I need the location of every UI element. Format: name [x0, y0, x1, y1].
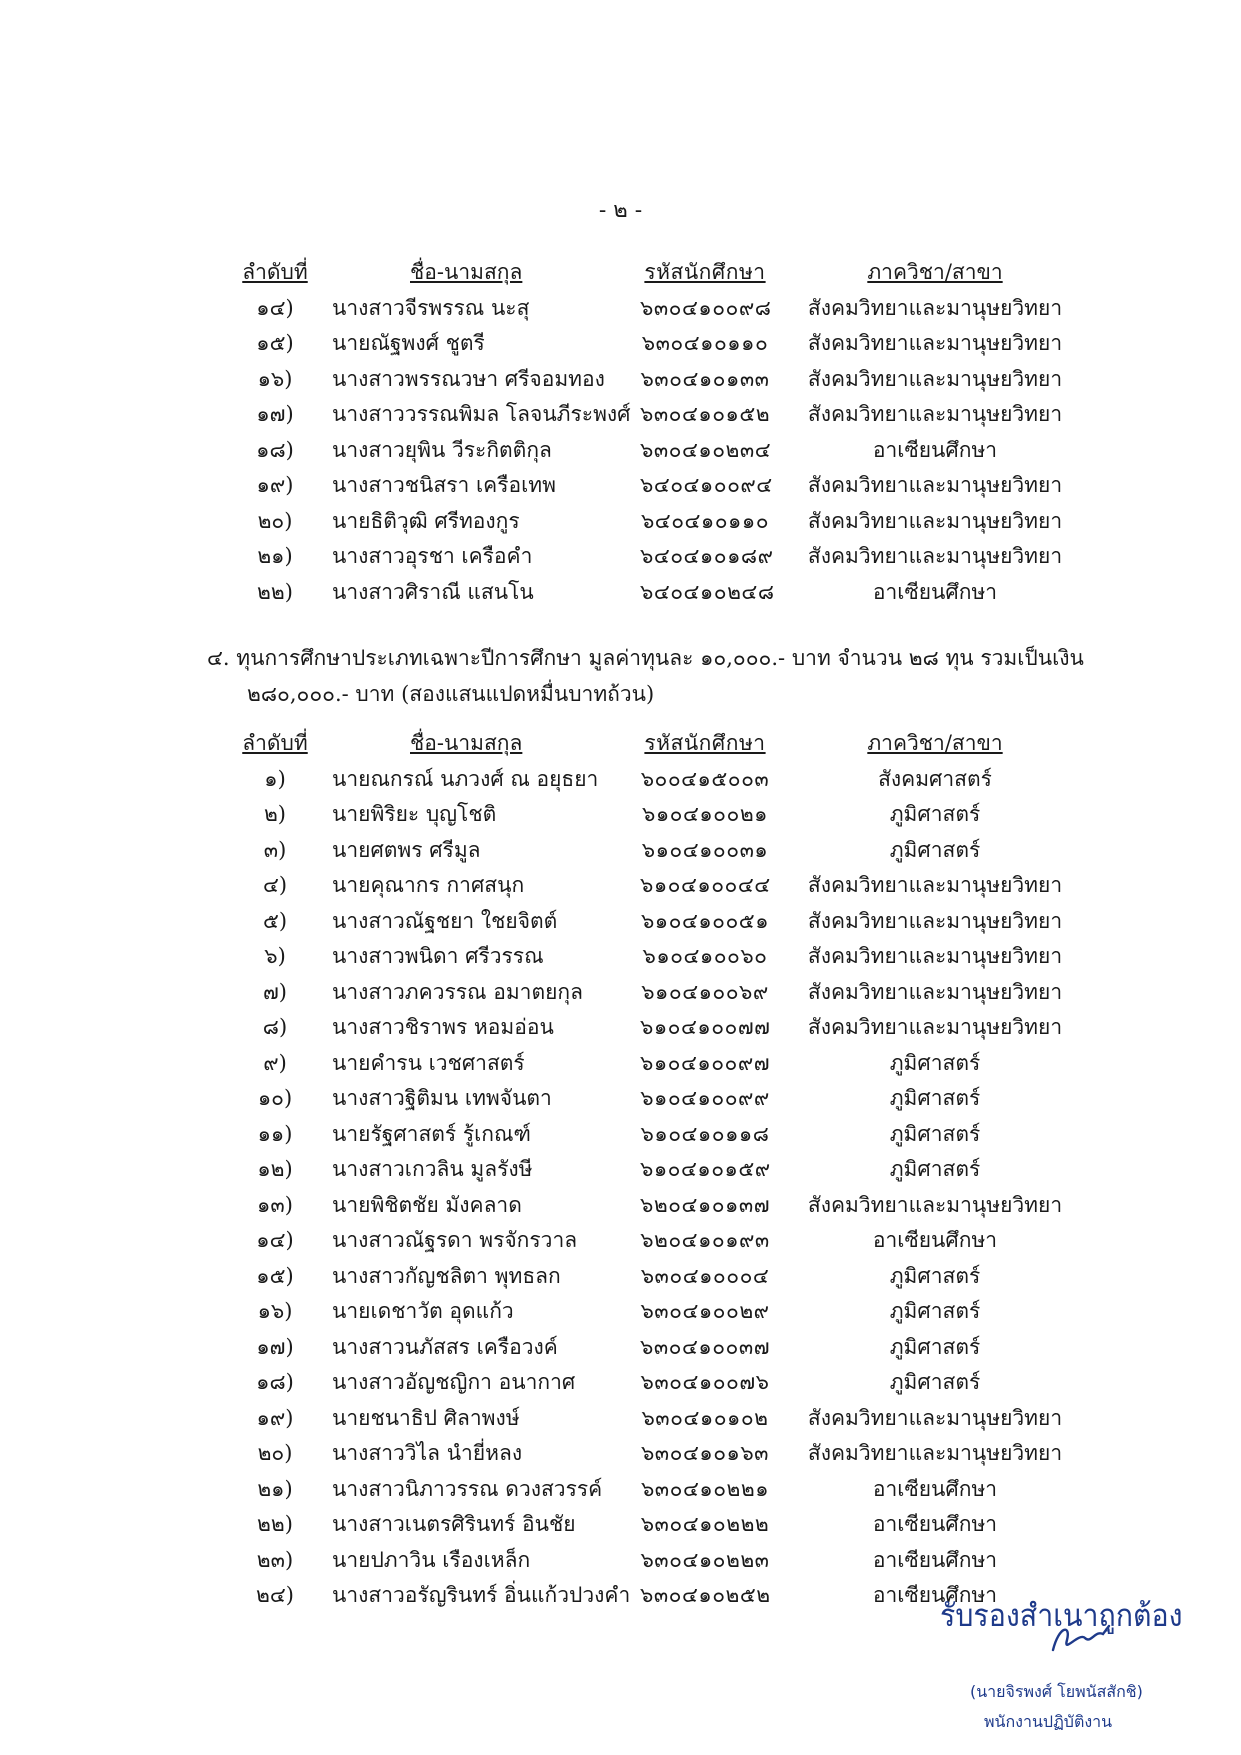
- row-name: นางสาววรรณพิมล โลจนภีระพงศ์: [332, 402, 631, 426]
- row-name: นายณัฐพงศ์ ชูตรี: [332, 331, 485, 355]
- row-student-id: ๖๓๐๔๑๐๑๕๒: [640, 402, 771, 426]
- row-department: สังคมวิทยาและมานุษยวิทยา: [807, 1015, 1063, 1039]
- row-order: ๑): [264, 766, 286, 791]
- table-row: [0, 797, 1241, 833]
- row-order: ๒๒): [257, 579, 293, 604]
- row-name: นางสาวณัฐชยา ใชยจิตต์: [332, 908, 558, 933]
- row-student-id: ๖๓๐๔๑๐๐๗๖: [640, 1370, 770, 1394]
- table-row: [0, 326, 1241, 362]
- table-row: [0, 1294, 1241, 1330]
- row-department: ภูมิศาสตร์: [889, 1050, 981, 1075]
- signature-icon: [1045, 1620, 1115, 1660]
- table-row: [0, 1543, 1241, 1579]
- row-department: สังคมวิทยาและมานุษยวิทยา: [807, 331, 1063, 355]
- row-order: ๑๔): [256, 1228, 294, 1252]
- row-department: ภูมิศาสตร์: [889, 1157, 981, 1181]
- row-order: ๒๒): [257, 1512, 293, 1536]
- row-name: นางสาวเกวลิน มูลรังษี: [332, 1157, 533, 1181]
- section-4-line-2: ๒๘๐,๐๐๐.- บาท (สองแสนแปดหมื่นบาทถ้วน): [247, 682, 655, 706]
- row-student-id: ๖๓๐๔๑๐๑๐๒: [641, 1405, 769, 1430]
- row-department: สังคมศาสตร์: [878, 766, 992, 791]
- row-name: นางสาวอุรชา เครือคำ: [332, 544, 533, 568]
- row-student-id: ๖๓๐๔๑๐๑๖๓: [640, 1441, 770, 1465]
- row-student-id: ๖๓๐๔๑๐๑๓๓: [640, 366, 770, 391]
- row-order: ๑๓): [257, 1192, 293, 1217]
- row-name: นางสาวจีรพรรณ นะสุ: [332, 295, 530, 320]
- row-order: ๑๙): [256, 473, 294, 497]
- row-name: นางสาวยุพิน วีระกิตติกุล: [332, 437, 552, 462]
- row-order: ๑๑): [257, 1121, 293, 1146]
- table-row: [0, 868, 1241, 904]
- row-student-id: ๖๔๐๔๑๐๒๔๘: [640, 579, 775, 604]
- row-student-id: ๖๓๐๔๑๐๐๓๗: [640, 1334, 771, 1359]
- table-row: [0, 539, 1241, 575]
- table-1-body: [0, 291, 1241, 611]
- signer-position: พนักงานปฏิบัติงาน: [984, 1712, 1113, 1731]
- row-department: อาเซียนศึกษา: [872, 1512, 998, 1536]
- table-row: [0, 833, 1241, 869]
- table-row: [0, 1472, 1241, 1508]
- table-row: [0, 1117, 1241, 1153]
- row-order: ๑๙): [256, 1405, 294, 1430]
- table-row: [0, 1081, 1241, 1117]
- row-order: ๑๕): [256, 1263, 294, 1288]
- table-row: [0, 1223, 1241, 1259]
- row-name: นายพิชิตชัย มังคลาด: [332, 1192, 522, 1217]
- section-4-line-1: ๔. ทุนการศึกษาประเภทเฉพาะปีการศึกษา มูลค่าทุนละ ๑๐,๐๐๐.- บาท จำนวน ๒๘ ทุน รวมเป็นเงิน: [207, 646, 1084, 670]
- row-name: นายปภาวิน เรืองเหล็ก: [332, 1547, 531, 1572]
- table-2-body: [0, 762, 1241, 1614]
- row-order: ๑๗): [256, 1334, 294, 1359]
- row-student-id: ๖๑๐๔๑๐๑๕๙: [640, 1157, 771, 1181]
- page-number: - ๒ -: [598, 198, 643, 223]
- row-student-id: ๖๑๐๔๑๐๐๖๙: [641, 979, 769, 1004]
- row-department: สังคมวิทยาและมานุษยวิทยา: [807, 944, 1063, 968]
- row-student-id: ๖๓๐๔๑๐๒๕๒: [640, 1583, 771, 1607]
- table-row: [0, 1401, 1241, 1437]
- row-student-id: ๖๓๐๔๑๐๒๒๑: [640, 1476, 770, 1501]
- row-order: ๑๒): [257, 1157, 293, 1181]
- table-row: [0, 1330, 1241, 1366]
- header-order: ลำดับที่: [242, 260, 308, 284]
- row-student-id: ๖๑๐๔๑๐๐๓๑: [641, 837, 769, 862]
- table-row: [0, 397, 1241, 433]
- row-order: ๙): [263, 1050, 287, 1075]
- row-name: นายคุณากร กาศสนุก: [332, 873, 525, 897]
- row-name: นางสาวพรรณวษา ศรีจอมทอง: [332, 366, 605, 391]
- row-order: ๑๔): [256, 295, 294, 320]
- row-department: อาเซียนศึกษา: [872, 1228, 998, 1252]
- table-row: [0, 904, 1241, 940]
- row-department: อาเซียนศึกษา: [872, 1547, 998, 1572]
- row-student-id: ๖๔๐๔๑๐๑๘๙: [640, 544, 774, 568]
- row-name: นางสาวพนิดา ศรีวรรณ: [332, 944, 544, 968]
- header-order: ลำดับที่: [242, 731, 308, 755]
- row-name: นายเดชาวัต อุดแก้ว: [332, 1299, 514, 1323]
- header-department: ภาควิชา/สาขา: [867, 731, 1003, 755]
- row-name: นางสาวอัญชญิกา อนากาศ: [332, 1370, 576, 1394]
- row-order: ๒๐): [257, 508, 293, 533]
- table-row: [0, 1010, 1241, 1046]
- row-student-id: ๖๓๐๔๑๐๒๒๒: [640, 1512, 770, 1536]
- row-student-id: ๖๓๐๔๑๐๒๒๓: [640, 1547, 770, 1572]
- row-name: นางสาวชนิสรา เครือเทพ: [332, 473, 556, 497]
- row-department: สังคมวิทยาและมานุษยวิทยา: [807, 1192, 1063, 1217]
- table-row: [0, 504, 1241, 540]
- row-student-id: ๖๓๐๔๑๐๐๙๘: [640, 295, 772, 320]
- row-student-id: ๖๑๐๔๑๐๐๔๔: [640, 873, 771, 897]
- row-order: ๑๖): [257, 366, 293, 391]
- row-student-id: ๖๔๐๔๑๐๑๑๐: [640, 508, 770, 533]
- table-row: [0, 1152, 1241, 1188]
- row-student-id: ๖๑๐๔๑๐๑๑๘: [640, 1121, 770, 1146]
- row-order: ๒๑): [257, 1476, 293, 1501]
- row-name: นายรัฐศาสตร์ รู้เกณฑ์: [332, 1121, 531, 1146]
- row-department: อาเซียนศึกษา: [872, 437, 998, 462]
- row-name: นางสาวเนตรศิรินทร์ อินชัย: [332, 1512, 576, 1536]
- header-student-id: รหัสนักศึกษา: [644, 260, 766, 284]
- row-name: นางสาวภควรรณ อมาตยกุล: [332, 979, 583, 1004]
- row-department: สังคมวิทยาและมานุษยวิทยา: [807, 1405, 1063, 1430]
- row-name: นายคำรน เวชศาสตร์: [332, 1050, 525, 1075]
- row-department: สังคมวิทยาและมานุษยวิทยา: [807, 908, 1063, 933]
- certified-copy-stamp: รับรองสำเนาถูกต้อง: [940, 1598, 1183, 1634]
- row-student-id: ๖๓๐๔๑๐๐๐๔: [640, 1263, 770, 1288]
- row-order: ๔): [262, 873, 288, 897]
- header-name: ชื่อ-นามสกุล: [410, 731, 523, 755]
- row-student-id: ๖๑๐๔๑๐๐๒๑: [641, 802, 768, 826]
- table-row: [0, 939, 1241, 975]
- row-department: สังคมวิทยาและมานุษยวิทยา: [807, 1441, 1063, 1465]
- row-name: นางสาวนิภาวรรณ ดวงสวรรค์: [332, 1476, 603, 1501]
- row-department: อาเซียนศึกษา: [872, 1476, 998, 1501]
- table-row: [0, 1046, 1241, 1082]
- row-department: สังคมวิทยาและมานุษยวิทยา: [807, 402, 1063, 426]
- row-department: ภูมิศาสตร์: [889, 837, 981, 862]
- row-student-id: ๖๓๐๔๑๐๐๒๙: [640, 1299, 770, 1323]
- row-order: ๑๘): [256, 1370, 294, 1394]
- row-name: นายชนาธิป ศิลาพงษ์: [332, 1405, 520, 1430]
- signer-name: (นายจิรพงศ์ โยพนัสสักชิ): [970, 1682, 1143, 1701]
- row-order: ๘): [262, 1015, 288, 1039]
- row-student-id: ๖๒๐๔๑๐๑๓๗: [640, 1192, 771, 1217]
- table-row: [0, 1188, 1241, 1224]
- row-department: ภูมิศาสตร์: [889, 1370, 981, 1394]
- row-name: นายธิติวุฒิ ศรีทองกูร: [332, 508, 520, 533]
- row-student-id: ๖๑๐๔๑๐๐๗๗: [640, 1015, 771, 1039]
- table-row: [0, 1365, 1241, 1401]
- row-order: ๒๓): [256, 1547, 294, 1572]
- row-department: สังคมวิทยาและมานุษยวิทยา: [807, 295, 1063, 320]
- row-order: ๗): [263, 979, 287, 1004]
- table-row: [0, 1507, 1241, 1543]
- table-row: [0, 1259, 1241, 1295]
- row-name: นางสาวอรัญรินทร์ อิ่นแก้วปวงคำ: [332, 1583, 631, 1607]
- scholarship-table-2: [0, 726, 1241, 1614]
- table-row: [0, 468, 1241, 504]
- row-name: นางสาวชิราพร หอมอ่อน: [332, 1015, 554, 1039]
- row-department: สังคมวิทยาและมานุษยวิทยา: [807, 544, 1063, 568]
- scholarship-table-1: [0, 255, 1241, 610]
- row-order: ๓): [263, 837, 287, 862]
- header-student-id: รหัสนักศึกษา: [644, 731, 766, 755]
- row-name: นายศตพร ศรีมูล: [332, 837, 481, 862]
- table-row: [0, 975, 1241, 1011]
- row-order: ๑๗): [256, 402, 294, 426]
- row-student-id: ๖๓๐๔๑๐๒๓๔: [640, 437, 772, 462]
- row-department: ภูมิศาสตร์: [889, 802, 981, 826]
- row-department: สังคมวิทยาและมานุษยวิทยา: [807, 508, 1063, 533]
- table-row: [0, 362, 1241, 398]
- row-department: ภูมิศาสตร์: [889, 1334, 981, 1359]
- row-name: นางสาวกัญชลิตา พุทธลก: [332, 1263, 561, 1288]
- row-name: นางสาววิไล นำยี่หลง: [332, 1441, 523, 1465]
- row-student-id: ๖๑๐๔๑๐๐๙๗: [640, 1050, 771, 1075]
- row-department: ภูมิศาสตร์: [889, 1263, 981, 1288]
- row-department: ภูมิศาสตร์: [889, 1299, 981, 1323]
- row-department: สังคมวิทยาและมานุษยวิทยา: [807, 979, 1063, 1004]
- table-row: [0, 575, 1241, 611]
- header-department: ภาควิชา/สาขา: [867, 260, 1003, 284]
- row-order: ๒๑): [257, 544, 293, 568]
- row-order: ๒): [263, 802, 287, 826]
- table-row: [0, 1436, 1241, 1472]
- table-header-row: [0, 255, 1241, 291]
- row-name: นางสาวนภัสสร เครือวงค์: [332, 1334, 558, 1359]
- row-department: ภูมิศาสตร์: [889, 1121, 981, 1146]
- row-department: สังคมวิทยาและมานุษยวิทยา: [807, 873, 1063, 897]
- row-department: อาเซียนศึกษา: [872, 579, 998, 604]
- certification-block: [940, 1590, 1200, 1731]
- row-order: ๕): [262, 908, 288, 933]
- row-student-id: ๖๑๐๔๑๐๐๙๙: [640, 1086, 770, 1110]
- row-student-id: ๖๑๐๔๑๐๐๕๑: [640, 908, 770, 933]
- row-order: ๑๘): [256, 437, 294, 462]
- table-row: [0, 291, 1241, 327]
- row-student-id: ๖๐๐๔๑๕๐๐๓: [640, 766, 770, 791]
- row-name: นางสาวศิราณี แสนโน: [332, 579, 534, 604]
- row-student-id: ๖๑๐๔๑๐๐๖๐: [642, 944, 768, 968]
- row-department: อาเซียนศึกษา: [872, 1583, 998, 1607]
- row-order: ๒๐): [257, 1441, 293, 1465]
- row-department: สังคมวิทยาและมานุษยวิทยา: [807, 473, 1063, 497]
- row-student-id: ๖๒๐๔๑๐๑๙๓: [640, 1228, 770, 1252]
- row-student-id: ๖๔๐๔๑๐๐๙๔: [640, 473, 773, 497]
- row-order: ๑๐): [257, 1086, 293, 1110]
- row-order: ๒๔): [256, 1583, 294, 1607]
- row-order: ๑๖): [257, 1299, 293, 1323]
- section-4-paragraph: [207, 640, 1087, 712]
- header-name: ชื่อ-นามสกุล: [410, 260, 523, 284]
- row-student-id: ๖๓๐๔๑๐๑๑๐: [641, 331, 769, 355]
- row-name: นายพิริยะ บุญโชติ: [332, 802, 497, 826]
- row-name: นางสาวฐิติมน เทพจันตา: [332, 1086, 552, 1110]
- table-header-row: [0, 726, 1241, 762]
- row-order: ๖): [264, 944, 286, 968]
- row-name: นายณกรณ์ นภวงศ์ ณ อยุธยา: [332, 766, 599, 791]
- row-department: ภูมิศาสตร์: [889, 1086, 981, 1110]
- row-order: ๑๕): [256, 331, 294, 355]
- row-department: สังคมวิทยาและมานุษยวิทยา: [807, 366, 1063, 391]
- table-row: [0, 762, 1241, 798]
- table-row: [0, 433, 1241, 469]
- row-name: นางสาวณัฐรดา พรจักรวาล: [332, 1228, 578, 1252]
